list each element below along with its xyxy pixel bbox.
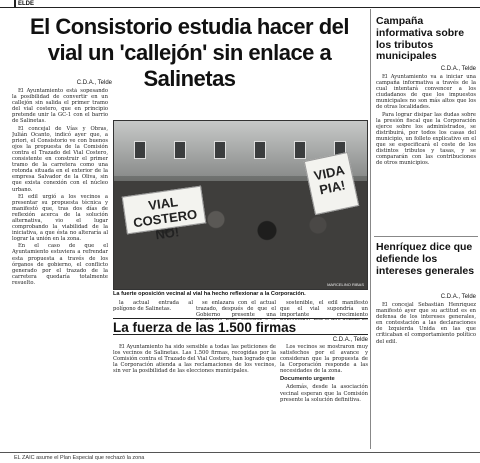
protest-photo — [113, 120, 368, 290]
paragraph: Los vecinos se mostraron muy satisfechos por el avance y consideran que la propuesta de la Corporación responde a las necesidades de la zona. — [280, 344, 368, 375]
window — [294, 141, 306, 159]
footer-teaser: EL ZAIC asume el Plan Especial que rechazó la zona — [0, 452, 480, 463]
column-divider — [370, 9, 371, 449]
sub-column-1 — [113, 344, 276, 450]
sidebar-divider — [374, 236, 478, 237]
paragraph: El concejal de Vías y Obras, Julián Ocanto, indicó ayer que, a priori, el Consistorio ve con buenos ojos la propuesta de la Comisión contra el Trazado del Vial Costero, consistente en construir el primer tramo de la carretera como una rotonda situada en el exterior de la empresa Salvador de la Oliva, sin que exista conexión con el núcleo urbano. — [12, 125, 108, 193]
window — [174, 141, 186, 159]
sub-column-2 — [280, 344, 368, 450]
article-column-2 — [113, 300, 193, 320]
photo-credit: MARCELINO RIBAS — [327, 282, 364, 287]
subheadline: La fuerza de las 1.500 firmas — [113, 318, 368, 335]
sidebar-story1-title: Campaña informativa sobre los tributos municipales — [376, 15, 465, 63]
article-column-4 — [280, 300, 368, 320]
paragraph: la actual entrada al polígono de Salinetas. — [113, 300, 193, 313]
article-column-1 — [12, 88, 108, 450]
headline: El Consistorio estudia hacer del vial un 'callejón' sin enlace a Salinetas — [30, 14, 349, 91]
paragraph: El Ayuntamiento va a iniciar una campaña informativa a través de la cual intentará convencer a los ciudadanos de que los impuestos municipales no son más altos que los de otras localidades. — [376, 74, 476, 111]
paragraph: sostenible, el edil manifestó que el vial supondría un importante crecimiento — [280, 300, 368, 319]
window — [134, 141, 146, 159]
window — [214, 141, 226, 159]
paragraph: El Ayuntamiento ha sido sensible a todas las peticiones de los vecinos de Salinetas. Las 1.500 firmas, recogidas por la Comisión contra el Trazado del Vial Costero, han logrado que la Corporación atienda a las reclamaciones de los vecinos, sin ver la posibilidad de las elecciones municipales. — [113, 344, 276, 375]
paragraph: Además, desde la asociación vecinal esperan que la Comisión presente la solución definitiva. — [280, 384, 368, 403]
sidebar-story2-byline: C.D.A., Telde — [440, 294, 476, 300]
paragraph: El edil urgió a los vecinos a presentar su propuesta técnica y manifestó que, tras dos días de reflexión acerca de la solución alternativa, vio el lugar comprobando la viabilidad de la iniciativa, a que ésta no alteraría al lograr la unión en la zona. — [12, 193, 108, 243]
protest-banner-left: VIAL COSTERO NO! — [122, 186, 207, 235]
paragraph: En el caso de que el Ayuntamiento estuviera a refrendar esta propuesta a través de los órganos de gobierno, el conflicto generado por el trazado de la carretera quedaría totalmente resuelto. — [12, 243, 108, 286]
article-byline: C.D.A., Telde — [76, 80, 112, 86]
top-rule — [0, 0, 480, 8]
sidebar-story2-title: Henríquez dice que defiende los intereses generales — [376, 241, 475, 277]
sidebar-story2-body — [376, 302, 476, 450]
sidebar-story1-byline: C.D.A., Telde — [440, 66, 476, 72]
paragraph: se enlazara con el actual trazado, después de que el Gobierno presente una — [196, 300, 276, 319]
paragraph: Para lograr disipar las dudas sobre la presión fiscal que la Corporación ejerce sobre los administrados, se distribuirá, por todos los casas del municipio, un folleto explicativo en el que se especificará el coste de los distintos tributos y tasas, y se compararán con las contribuciones de otros municipios. — [376, 111, 476, 167]
paragraph: El Ayuntamiento está sopesando la posibilidad de convertir en un callejón sin salida el primer tramo del vial costero, que en principio pretende unir la GC-1 con el barrio de Salinetas. — [12, 88, 108, 125]
photo-caption: La fuerte oposición vecinal al vial ha hecho reflexionar a la Corporación. — [113, 291, 306, 297]
article-column-3 — [196, 300, 276, 320]
doc-heading: Documento urgente — [280, 376, 335, 383]
sidebar-story1-body — [376, 74, 476, 234]
sub-byline: C.D.A., Telde — [332, 337, 368, 343]
window — [254, 141, 266, 159]
paragraph: El concejal Sebastián Henríquez manifestó ayer que su actitud es en defensa de los intereses generales, en contestación a las declaraciones de Izquierda Unida en las que criticaban el comportamiento político del edil. — [376, 302, 476, 345]
section-label: ELDE — [14, 0, 40, 8]
protest-banner-right: VIDA PIA! — [304, 152, 359, 215]
